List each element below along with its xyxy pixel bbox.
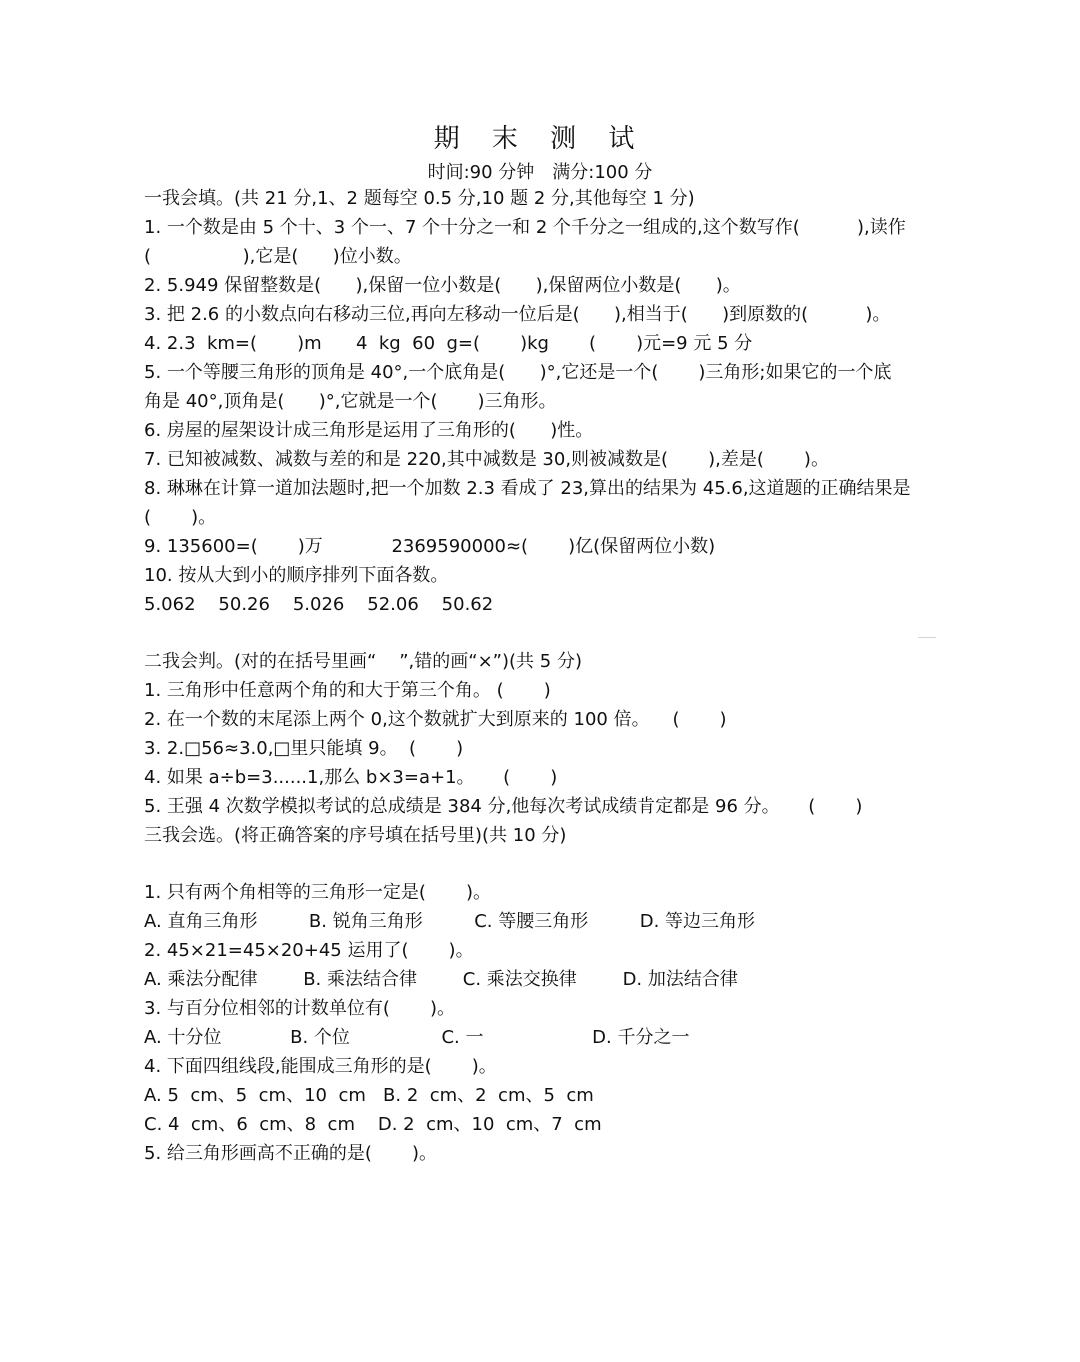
question-line: 1. 三角形中任意两个角的和大于第三个角。 ( ) [144,680,551,701]
section-heading-judge: 二我会判。(对的在括号里画“ ”,错的画“×”)(共 5 分) [144,651,582,672]
question-line: ( ),它是( )位小数。 [144,246,412,267]
option-line: C. 4 cm、6 cm、8 cm D. 2 cm、10 cm、7 cm [144,1114,602,1135]
question-line: 5. 一个等腰三角形的顶角是 40°,一个底角是( )°,它还是一个( )三角形;如果它的一个底 [144,362,892,383]
number-list: 5.062 50.26 5.026 52.06 50.62 [144,594,494,615]
question-line: 3. 与百分位相邻的计数单位有( )。 [144,998,455,1019]
option-line: A. 直角三角形 B. 锐角三角形 C. 等腰三角形 D. 等边三角形 [144,911,756,932]
question-line: 6. 房屋的屋架设计成三角形是运用了三角形的( )性。 [144,420,594,441]
question-line: 4. 2.3 km=( )m 4 kg 60 g=( )kg ( )元=9 元 5 分 [144,333,753,354]
question-line: 2. 在一个数的末尾添上两个 0,这个数就扩大到原来的 100 倍。 ( ) [144,709,727,730]
question-line: 9. 135600=( )万 2369590000≈( )亿(保留两位小数) [144,536,716,557]
question-line: 2. 5.949 保留整数是( ),保留一位小数是( ),保留两位小数是( )。 [144,275,741,296]
blue-mark-divider [918,637,936,638]
question-line: 8. 琳琳在计算一道加法题时,把一个加数 2.3 看成了 23,算出的结果为 45.6,这道题的正确结果是 [144,478,911,499]
question-line: 4. 如果 a÷b=3......1,那么 b×3=a+1。 ( ) [144,767,558,788]
section-heading-fill: 一我会填。(共 21 分,1、2 题每空 0.5 分,10 题 2 分,其他每空 1 分) [144,188,695,209]
page-title: 期 末 测 试 [433,124,647,154]
question-line: 5. 给三角形画高不正确的是( )。 [144,1143,437,1164]
question-line: 7. 已知被减数、减数与差的和是 220,其中减数是 30,则被减数是( ),差是( )。 [144,449,829,470]
question-line: 1. 一个数是由 5 个十、3 个一、7 个十分之一和 2 个千分之一组成的,这个数写作( ),读作 [144,217,906,238]
question-line: 4. 下面四组线段,能围成三角形的是( )。 [144,1056,497,1077]
exam-content [144,184,944,1168]
question-line: 3. 把 2.6 的小数点向右移动三位,再向左移动一位后是( ),相当于( )到原数的( )。 [144,304,891,325]
question-line: 1. 只有两个角相等的三角形一定是( )。 [144,882,491,903]
question-line: 2. 45×21=45×20+45 运用了( )。 [144,940,474,961]
question-line: 10. 按从大到小的顺序排列下面各数。 [144,565,449,586]
option-line: A. 5 cm、5 cm、10 cm B. 2 cm、2 cm、5 cm [144,1085,594,1106]
question-line: 3. 2.□56≈3.0,□里只能填 9。 ( ) [144,738,464,759]
section-heading-choose: 三我会选。(将正确答案的序号填在括号里)(共 10 分) [144,825,567,846]
question-line: ( )。 [144,507,217,528]
question-line: 5. 王强 4 次数学模拟考试的总成绩是 384 分,他每次考试成绩肯定都是 96 分。 ( ) [144,796,863,817]
question-line: 角是 40°,顶角是( )°,它就是一个( )三角形。 [144,391,557,412]
exam-time-and-score: 时间:90 分钟 满分:100 分 [427,162,653,183]
option-line: A. 十分位 B. 个位 C. 一 D. 千分之一 [144,1027,690,1048]
option-line: A. 乘法分配律 B. 乘法结合律 C. 乘法交换律 D. 加法结合律 [144,969,738,990]
